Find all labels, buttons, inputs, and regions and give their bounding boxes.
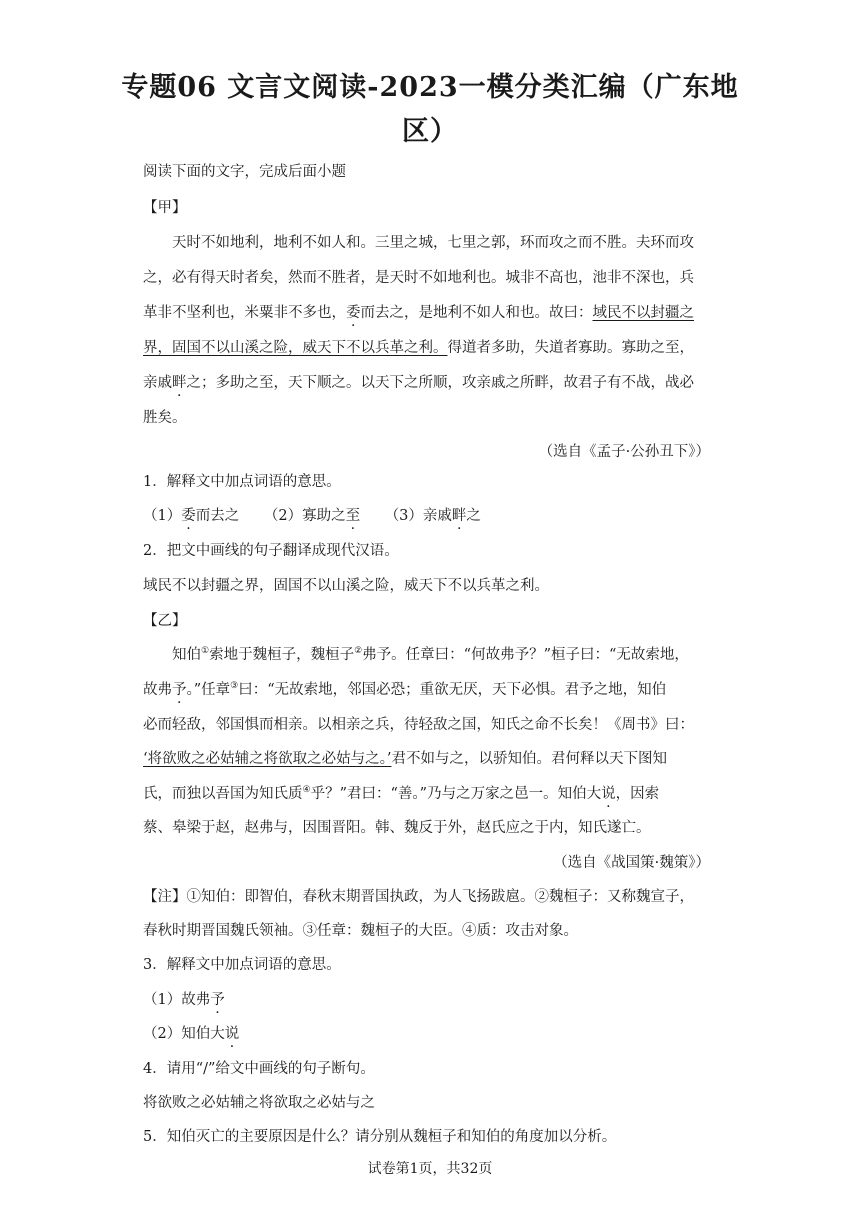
section-label-yi: 【乙】 (143, 613, 187, 629)
passage-jia-line-4: 界，固国不以山溪之险，威天下不以兵革之利。得道者多助，失道者寡助。寡助之至， (143, 340, 694, 356)
instruction: 阅读下面的文字，完成后面小题 (143, 164, 346, 180)
dotted-word: 予 (210, 992, 225, 1008)
page-title-continued: 区） (402, 116, 458, 147)
dotted-word: 畔 (451, 508, 467, 524)
dotted-word: 委 (181, 508, 196, 524)
passage-yi-line-6: 蔡、皋梁于赵，赵弗与，因围晋阳。韩、魏反于外，赵氏应之于内，知氏遂亡。 (143, 820, 651, 836)
question-3-item-1: （1）故弗予 (143, 992, 225, 1008)
passage-yi-line-3: 必而轻敌，邻国惧而相亲。以相亲之兵，待轻敌之国，知氏之命不长矣！《周书》曰： (143, 717, 694, 733)
section-label-jia: 【甲】 (143, 200, 187, 216)
underlined-sentence-jia: 域民不以封疆之 (592, 305, 694, 321)
dotted-word: 至 (345, 508, 361, 524)
passage-jia-line-1: 天时不如地利，地利不如人和。三里之城，七里之郭，环而攻之而不胜。夫环而攻 (172, 235, 694, 251)
question-4-sentence: 将欲败之必姑辅之将欲取之必姑与之 (143, 1095, 375, 1111)
underlined-sentence-jia-continued: 界，固国不以山溪之险，威天下不以兵革之利。 (143, 340, 448, 356)
dotted-word: 予 (172, 682, 187, 698)
question-4: 4．请用“/”给文中画线的句子断句。 (143, 1061, 375, 1077)
passage-yi-line-4: ‘将欲败之必姑辅之将欲取之必姑与之。’君不如与之，以骄知伯。君何释以天下图知 (143, 751, 667, 767)
source-yi: （选自《战国策·魏策》） (553, 855, 710, 871)
dotted-word: 说 (224, 1026, 240, 1042)
passage-yi-line-2: 故弗予。”任章③曰：“无故索地，邻国必恐；重欲无厌，天下必惧。君予之地，知伯 (143, 681, 667, 698)
question-1-items: （1）委而去之 （2）寡助之至 （3）亲戚畔之 (143, 508, 481, 524)
dotted-word: 说 (601, 786, 616, 802)
question-5: 5．知伯灭亡的主要原因是什么？请分别从魏桓子和知伯的角度加以分析。 (143, 1129, 617, 1145)
note-line-1: 【注】①知伯：即智伯，春秋末期晋国执政，为人飞扬跋扈。②魏桓子：又称魏宣子， (143, 889, 694, 905)
dotted-word-pan: 畔 (172, 375, 187, 391)
note-line-2: 春秋时期晋国魏氏领袖。③任章：魏桓子的大臣。④质：攻击对象。 (143, 923, 578, 939)
page-title: 专题06 文言文阅读-2023一模分类汇编（广东地 (121, 72, 739, 103)
passage-yi-line-5: 氏，而独以吾国为知氏质④乎？”君曰：“善。”乃与之万家之邑一。知伯大说，因索 (143, 785, 660, 802)
passage-jia-line-6: 胜矣。 (143, 410, 187, 426)
question-3: 3．解释文中加点词语的意思。 (143, 957, 341, 973)
passage-jia-line-2: 之，必有得天时者矣，然而不胜者，是天时不如地利也。城非不高也，池非不深也，兵 (143, 270, 694, 286)
underlined-sentence-yi: ‘将欲败之必姑辅之将欲取之必姑与之。’ (143, 751, 392, 767)
question-2: 2．把文中画线的句子翻译成现代汉语。 (143, 543, 399, 559)
passage-yi-line-1: 知伯①索地于魏桓子，魏桓子②弗予。任章曰：“何故弗予？”桓子曰：“无故索地， (172, 646, 689, 663)
source-jia: （选自《孟子·公孙丑下》） (538, 444, 710, 460)
question-3-item-2: （2）知伯大说 (143, 1026, 240, 1042)
question-1: 1．解释文中加点词语的意思。 (143, 474, 341, 490)
page-footer: 试卷第1页，共32页 (367, 1161, 493, 1177)
passage-jia-line-3: 革非不坚利也，米粟非不多也，委而去之，是地利不如人和也。故曰：域民不以封疆之 (143, 305, 694, 321)
dotted-word-wei: 委 (346, 305, 361, 321)
question-2-sentence: 域民不以封疆之界，固国不以山溪之险，威天下不以兵革之利。 (143, 578, 549, 594)
passage-jia-line-5: 亲戚畔之；多助之至，天下顺之。以天下之所顺，攻亲戚之所畔，故君子有不战，战必 (143, 375, 694, 391)
